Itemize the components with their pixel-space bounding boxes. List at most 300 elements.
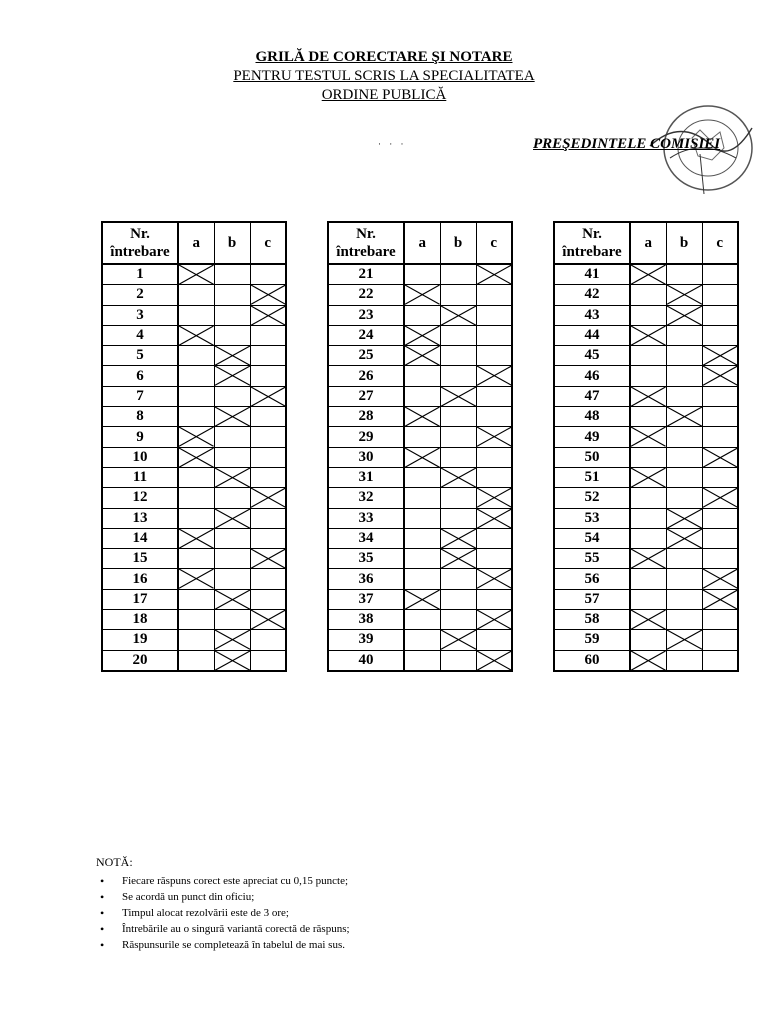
answer-cell-c bbox=[476, 366, 512, 386]
table-row bbox=[554, 488, 738, 508]
answer-cell-a bbox=[630, 325, 666, 345]
answer-cell-a bbox=[630, 569, 666, 589]
table-row bbox=[328, 264, 512, 285]
question-number: 45 bbox=[554, 346, 630, 366]
answer-cell-a bbox=[178, 488, 214, 508]
answer-cell-c bbox=[250, 467, 286, 487]
document-title: GRILĂ DE CORECTARE ŞI NOTARE bbox=[255, 49, 513, 65]
answer-cell-a bbox=[404, 285, 440, 305]
answer-cell-b bbox=[666, 325, 702, 345]
answer-cell-b bbox=[214, 630, 250, 650]
answer-cell-a bbox=[178, 264, 214, 285]
table-row bbox=[328, 305, 512, 325]
answer-cell-a bbox=[630, 305, 666, 325]
answer-cell-a bbox=[404, 650, 440, 671]
answer-cell-b bbox=[214, 366, 250, 386]
question-number: 54 bbox=[554, 528, 630, 548]
table-row bbox=[554, 305, 738, 325]
answer-cell-b bbox=[666, 589, 702, 609]
table-row bbox=[328, 650, 512, 671]
note-item: • Răspunsurile se completează în tabelul de mai sus. bbox=[122, 937, 350, 953]
answer-cell-a bbox=[404, 589, 440, 609]
answer-mark-x bbox=[179, 529, 214, 548]
answer-cell-c bbox=[702, 528, 738, 548]
answer-mark-x bbox=[703, 569, 738, 588]
answer-mark-x bbox=[179, 427, 214, 446]
answer-cell-a bbox=[178, 285, 214, 305]
question-number: 57 bbox=[554, 589, 630, 609]
table-row bbox=[554, 346, 738, 366]
answer-cell-a bbox=[630, 610, 666, 630]
table-row bbox=[328, 447, 512, 467]
question-number: 28 bbox=[328, 407, 404, 427]
answer-cell-c bbox=[702, 467, 738, 487]
answer-mark-x bbox=[703, 590, 738, 609]
answer-mark-x bbox=[251, 285, 286, 304]
answer-mark-x bbox=[215, 346, 250, 365]
table-row bbox=[554, 569, 738, 589]
table-row bbox=[102, 549, 286, 569]
question-number: 58 bbox=[554, 610, 630, 630]
answer-cell-c bbox=[702, 589, 738, 609]
answer-cell-a bbox=[178, 630, 214, 650]
answer-mark-x bbox=[631, 427, 666, 446]
question-number: 40 bbox=[328, 650, 404, 671]
answer-cell-c bbox=[702, 488, 738, 508]
answer-cell-c bbox=[702, 285, 738, 305]
answer-mark-x bbox=[441, 549, 476, 568]
header-nr-label: Nr. bbox=[356, 226, 376, 242]
answer-mark-x bbox=[215, 407, 250, 426]
answer-cell-c bbox=[250, 285, 286, 305]
answer-cell-c bbox=[702, 407, 738, 427]
question-number: 34 bbox=[328, 528, 404, 548]
answer-cell-a bbox=[630, 366, 666, 386]
table-row bbox=[102, 346, 286, 366]
table-row bbox=[554, 650, 738, 671]
answer-cell-b bbox=[666, 508, 702, 528]
answer-mark-x bbox=[405, 448, 440, 467]
table-row bbox=[554, 467, 738, 487]
answer-mark-x bbox=[667, 509, 702, 528]
answer-cell-c bbox=[250, 325, 286, 345]
answer-cell-c bbox=[250, 305, 286, 325]
table-row bbox=[328, 427, 512, 447]
table-row bbox=[328, 569, 512, 589]
header-question-number bbox=[554, 222, 630, 264]
header-intrebare-label: întrebare bbox=[562, 244, 622, 260]
answer-cell-c bbox=[476, 427, 512, 447]
answer-cell-a bbox=[630, 427, 666, 447]
question-number: 31 bbox=[328, 467, 404, 487]
table-row bbox=[102, 488, 286, 508]
table-row bbox=[328, 630, 512, 650]
answer-mark-x bbox=[405, 407, 440, 426]
answer-cell-a bbox=[404, 528, 440, 548]
answer-mark-x bbox=[441, 306, 476, 325]
answer-cell-c bbox=[702, 447, 738, 467]
document-subtitle-2: ORDINE PUBLICĂ bbox=[321, 87, 447, 103]
table-row bbox=[102, 650, 286, 671]
answer-cell-b bbox=[440, 488, 476, 508]
answer-cell-b bbox=[214, 386, 250, 406]
table-row bbox=[328, 407, 512, 427]
answer-cell-b bbox=[440, 447, 476, 467]
question-number: 18 bbox=[102, 610, 178, 630]
question-number: 23 bbox=[328, 305, 404, 325]
question-number: 24 bbox=[328, 325, 404, 345]
answer-mark-x bbox=[441, 387, 476, 406]
answer-mark-x bbox=[477, 488, 512, 507]
answer-cell-b bbox=[666, 427, 702, 447]
table-row bbox=[328, 549, 512, 569]
question-number: 8 bbox=[102, 407, 178, 427]
table-row bbox=[554, 508, 738, 528]
answer-cell-c bbox=[250, 488, 286, 508]
answer-cell-c bbox=[476, 325, 512, 345]
answer-cell-a bbox=[404, 386, 440, 406]
question-number: 16 bbox=[102, 569, 178, 589]
answer-cell-b bbox=[440, 569, 476, 589]
answer-cell-a bbox=[178, 447, 214, 467]
header-option-b: b bbox=[214, 222, 250, 264]
answer-mark-x bbox=[215, 651, 250, 670]
answer-cell-b bbox=[666, 569, 702, 589]
answer-cell-a bbox=[404, 366, 440, 386]
question-number: 9 bbox=[102, 427, 178, 447]
answer-cell-c bbox=[476, 610, 512, 630]
answer-cell-a bbox=[178, 610, 214, 630]
answer-cell-a bbox=[404, 427, 440, 447]
answer-cell-a bbox=[178, 650, 214, 671]
answer-cell-b bbox=[440, 650, 476, 671]
table-row bbox=[102, 447, 286, 467]
answer-cell-a bbox=[404, 488, 440, 508]
answer-cell-c bbox=[702, 325, 738, 345]
question-number: 53 bbox=[554, 508, 630, 528]
question-number: 42 bbox=[554, 285, 630, 305]
table-row bbox=[554, 630, 738, 650]
table-row bbox=[102, 427, 286, 447]
answer-cell-a bbox=[178, 386, 214, 406]
answer-cell-c bbox=[476, 508, 512, 528]
answer-cell-b bbox=[440, 325, 476, 345]
header-option-a: a bbox=[630, 222, 666, 264]
answer-cell-b bbox=[214, 508, 250, 528]
header-question-number bbox=[328, 222, 404, 264]
answer-mark-x bbox=[703, 488, 738, 507]
answer-cell-c bbox=[250, 407, 286, 427]
answer-cell-c bbox=[250, 650, 286, 671]
answer-cell-b bbox=[214, 569, 250, 589]
answer-cell-b bbox=[666, 467, 702, 487]
question-number: 17 bbox=[102, 589, 178, 609]
answer-cell-b bbox=[214, 346, 250, 366]
question-number: 19 bbox=[102, 630, 178, 650]
answer-cell-a bbox=[404, 407, 440, 427]
answer-cell-a bbox=[178, 508, 214, 528]
document-header bbox=[0, 48, 768, 105]
answer-cell-c bbox=[250, 346, 286, 366]
table-row bbox=[102, 508, 286, 528]
answer-cell-a bbox=[630, 630, 666, 650]
note-section bbox=[96, 855, 350, 953]
answer-cell-b bbox=[440, 264, 476, 285]
table-row bbox=[554, 610, 738, 630]
answer-cell-b bbox=[666, 264, 702, 285]
question-number: 29 bbox=[328, 427, 404, 447]
header-nr-label: Nr. bbox=[582, 226, 602, 242]
header-intrebare-label: întrebare bbox=[110, 244, 170, 260]
answer-cell-b bbox=[440, 366, 476, 386]
table-row bbox=[554, 264, 738, 285]
table-row bbox=[102, 589, 286, 609]
answer-cell-a bbox=[630, 447, 666, 467]
answer-cell-c bbox=[702, 508, 738, 528]
question-number: 13 bbox=[102, 508, 178, 528]
question-number: 3 bbox=[102, 305, 178, 325]
answer-cell-b bbox=[666, 407, 702, 427]
table-row bbox=[328, 285, 512, 305]
answer-mark-x bbox=[477, 427, 512, 446]
answer-cell-b bbox=[666, 366, 702, 386]
table-row bbox=[328, 325, 512, 345]
question-number: 36 bbox=[328, 569, 404, 589]
answer-cell-c bbox=[702, 346, 738, 366]
question-number: 50 bbox=[554, 447, 630, 467]
answer-cell-b bbox=[440, 346, 476, 366]
table-row bbox=[102, 386, 286, 406]
table-row bbox=[328, 467, 512, 487]
question-number: 35 bbox=[328, 549, 404, 569]
note-label: NOTĂ: bbox=[96, 855, 133, 869]
answer-mark-x bbox=[703, 346, 738, 365]
answer-mark-x bbox=[631, 387, 666, 406]
answer-cell-a bbox=[404, 508, 440, 528]
table-row bbox=[102, 528, 286, 548]
answer-mark-x bbox=[631, 265, 666, 284]
question-number: 27 bbox=[328, 386, 404, 406]
answer-mark-x bbox=[667, 306, 702, 325]
answer-table-2 bbox=[327, 221, 513, 672]
scan-specks: · · · bbox=[378, 139, 407, 149]
table-row bbox=[328, 488, 512, 508]
table-row bbox=[554, 447, 738, 467]
answer-cell-c bbox=[476, 407, 512, 427]
answer-cell-a bbox=[178, 346, 214, 366]
answer-cell-b bbox=[214, 447, 250, 467]
question-number: 41 bbox=[554, 264, 630, 285]
answer-mark-x bbox=[631, 610, 666, 629]
answer-cell-b bbox=[666, 346, 702, 366]
answer-cell-c bbox=[250, 386, 286, 406]
question-number: 32 bbox=[328, 488, 404, 508]
question-number: 44 bbox=[554, 325, 630, 345]
answer-cell-b bbox=[214, 528, 250, 548]
table-row bbox=[102, 305, 286, 325]
answer-cell-c bbox=[702, 386, 738, 406]
answer-cell-c bbox=[702, 366, 738, 386]
question-number: 26 bbox=[328, 366, 404, 386]
table-row bbox=[328, 528, 512, 548]
question-number: 10 bbox=[102, 447, 178, 467]
table-row bbox=[328, 366, 512, 386]
answer-cell-a bbox=[404, 610, 440, 630]
answer-cell-a bbox=[178, 589, 214, 609]
note-item: • Întrebările au o singură variantă corectă de răspuns; bbox=[122, 921, 350, 937]
answer-cell-c bbox=[476, 630, 512, 650]
answer-mark-x bbox=[251, 549, 286, 568]
answer-cell-b bbox=[214, 589, 250, 609]
answer-cell-a bbox=[630, 467, 666, 487]
answer-mark-x bbox=[405, 346, 440, 365]
answer-cell-a bbox=[630, 508, 666, 528]
answer-cell-b bbox=[440, 467, 476, 487]
question-number: 14 bbox=[102, 528, 178, 548]
answer-cell-c bbox=[250, 264, 286, 285]
table-row bbox=[554, 589, 738, 609]
answer-cell-a bbox=[178, 407, 214, 427]
question-number: 47 bbox=[554, 386, 630, 406]
question-number: 51 bbox=[554, 467, 630, 487]
answer-cell-a bbox=[630, 264, 666, 285]
table-row bbox=[554, 325, 738, 345]
answer-cell-c bbox=[476, 386, 512, 406]
table-row bbox=[554, 549, 738, 569]
answer-cell-a bbox=[178, 549, 214, 569]
answer-mark-x bbox=[441, 630, 476, 649]
question-number: 20 bbox=[102, 650, 178, 671]
answer-cell-b bbox=[440, 508, 476, 528]
answer-cell-c bbox=[702, 305, 738, 325]
answer-cell-b bbox=[666, 528, 702, 548]
answer-cell-b bbox=[214, 549, 250, 569]
answer-cell-a bbox=[178, 569, 214, 589]
answer-cell-b bbox=[440, 407, 476, 427]
table-row bbox=[328, 386, 512, 406]
table-row bbox=[102, 264, 286, 285]
table-row bbox=[102, 325, 286, 345]
answer-mark-x bbox=[667, 407, 702, 426]
question-number: 5 bbox=[102, 346, 178, 366]
header-option-b: b bbox=[440, 222, 476, 264]
answer-cell-b bbox=[214, 427, 250, 447]
question-number: 12 bbox=[102, 488, 178, 508]
question-number: 38 bbox=[328, 610, 404, 630]
answer-cell-a bbox=[404, 264, 440, 285]
answer-cell-c bbox=[250, 508, 286, 528]
question-number: 4 bbox=[102, 325, 178, 345]
table-row bbox=[554, 366, 738, 386]
question-number: 25 bbox=[328, 346, 404, 366]
answer-mark-x bbox=[477, 509, 512, 528]
question-number: 15 bbox=[102, 549, 178, 569]
answer-cell-b bbox=[666, 630, 702, 650]
header-option-c: c bbox=[476, 222, 512, 264]
answer-cell-a bbox=[178, 325, 214, 345]
answer-cell-c bbox=[476, 305, 512, 325]
answer-mark-x bbox=[179, 569, 214, 588]
answer-mark-x bbox=[215, 509, 250, 528]
answer-cell-b bbox=[666, 386, 702, 406]
table-row bbox=[328, 589, 512, 609]
answer-cell-a bbox=[630, 285, 666, 305]
header-option-c: c bbox=[250, 222, 286, 264]
answer-table-1 bbox=[101, 221, 287, 672]
answer-cell-c bbox=[476, 264, 512, 285]
note-item: • Fiecare răspuns corect este apreciat cu 0,15 puncte; bbox=[122, 873, 350, 889]
header-intrebare-label: întrebare bbox=[336, 244, 396, 260]
answer-cell-a bbox=[404, 630, 440, 650]
answer-cell-a bbox=[630, 407, 666, 427]
answer-cell-b bbox=[214, 610, 250, 630]
answer-cell-b bbox=[214, 325, 250, 345]
answer-mark-x bbox=[631, 326, 666, 345]
question-number: 39 bbox=[328, 630, 404, 650]
table-row bbox=[102, 407, 286, 427]
table-row bbox=[554, 407, 738, 427]
answer-cell-a bbox=[404, 325, 440, 345]
answer-cell-b bbox=[666, 650, 702, 671]
answer-cell-a bbox=[630, 549, 666, 569]
answer-cell-a bbox=[178, 305, 214, 325]
answer-cell-b bbox=[440, 528, 476, 548]
answer-cell-b bbox=[440, 610, 476, 630]
answer-mark-x bbox=[667, 630, 702, 649]
table-row bbox=[328, 346, 512, 366]
question-number: 55 bbox=[554, 549, 630, 569]
answer-cell-c bbox=[250, 427, 286, 447]
question-number: 48 bbox=[554, 407, 630, 427]
table-row bbox=[328, 610, 512, 630]
question-number: 11 bbox=[102, 467, 178, 487]
answer-mark-x bbox=[631, 651, 666, 670]
table-row bbox=[554, 386, 738, 406]
answer-mark-x bbox=[667, 285, 702, 304]
answer-mark-x bbox=[405, 285, 440, 304]
answer-cell-c bbox=[702, 549, 738, 569]
answer-cell-b bbox=[440, 285, 476, 305]
answer-mark-x bbox=[477, 610, 512, 629]
header-nr-label: Nr. bbox=[130, 226, 150, 242]
header-question-number bbox=[102, 222, 178, 264]
header-option-c: c bbox=[702, 222, 738, 264]
answer-cell-a bbox=[630, 589, 666, 609]
answer-cell-b bbox=[214, 407, 250, 427]
question-number: 49 bbox=[554, 427, 630, 447]
note-item: • Se acordă un punct din oficiu; bbox=[122, 889, 350, 905]
answer-cell-c bbox=[476, 285, 512, 305]
header-option-b: b bbox=[666, 222, 702, 264]
answer-cell-c bbox=[250, 569, 286, 589]
answer-cell-c bbox=[702, 569, 738, 589]
answer-cell-a bbox=[630, 650, 666, 671]
answer-cell-c bbox=[250, 528, 286, 548]
answer-cell-b bbox=[666, 610, 702, 630]
answer-cell-b bbox=[440, 427, 476, 447]
question-number: 6 bbox=[102, 366, 178, 386]
answer-mark-x bbox=[179, 326, 214, 345]
table-row bbox=[102, 467, 286, 487]
answer-cell-a bbox=[404, 305, 440, 325]
answer-cell-c bbox=[702, 264, 738, 285]
answer-mark-x bbox=[703, 448, 738, 467]
answer-mark-x bbox=[631, 468, 666, 487]
answer-cell-b bbox=[440, 630, 476, 650]
table-row bbox=[328, 508, 512, 528]
president-signature-label: PREŞEDINTELE COMISIEI bbox=[533, 136, 721, 152]
question-number: 1 bbox=[102, 264, 178, 285]
